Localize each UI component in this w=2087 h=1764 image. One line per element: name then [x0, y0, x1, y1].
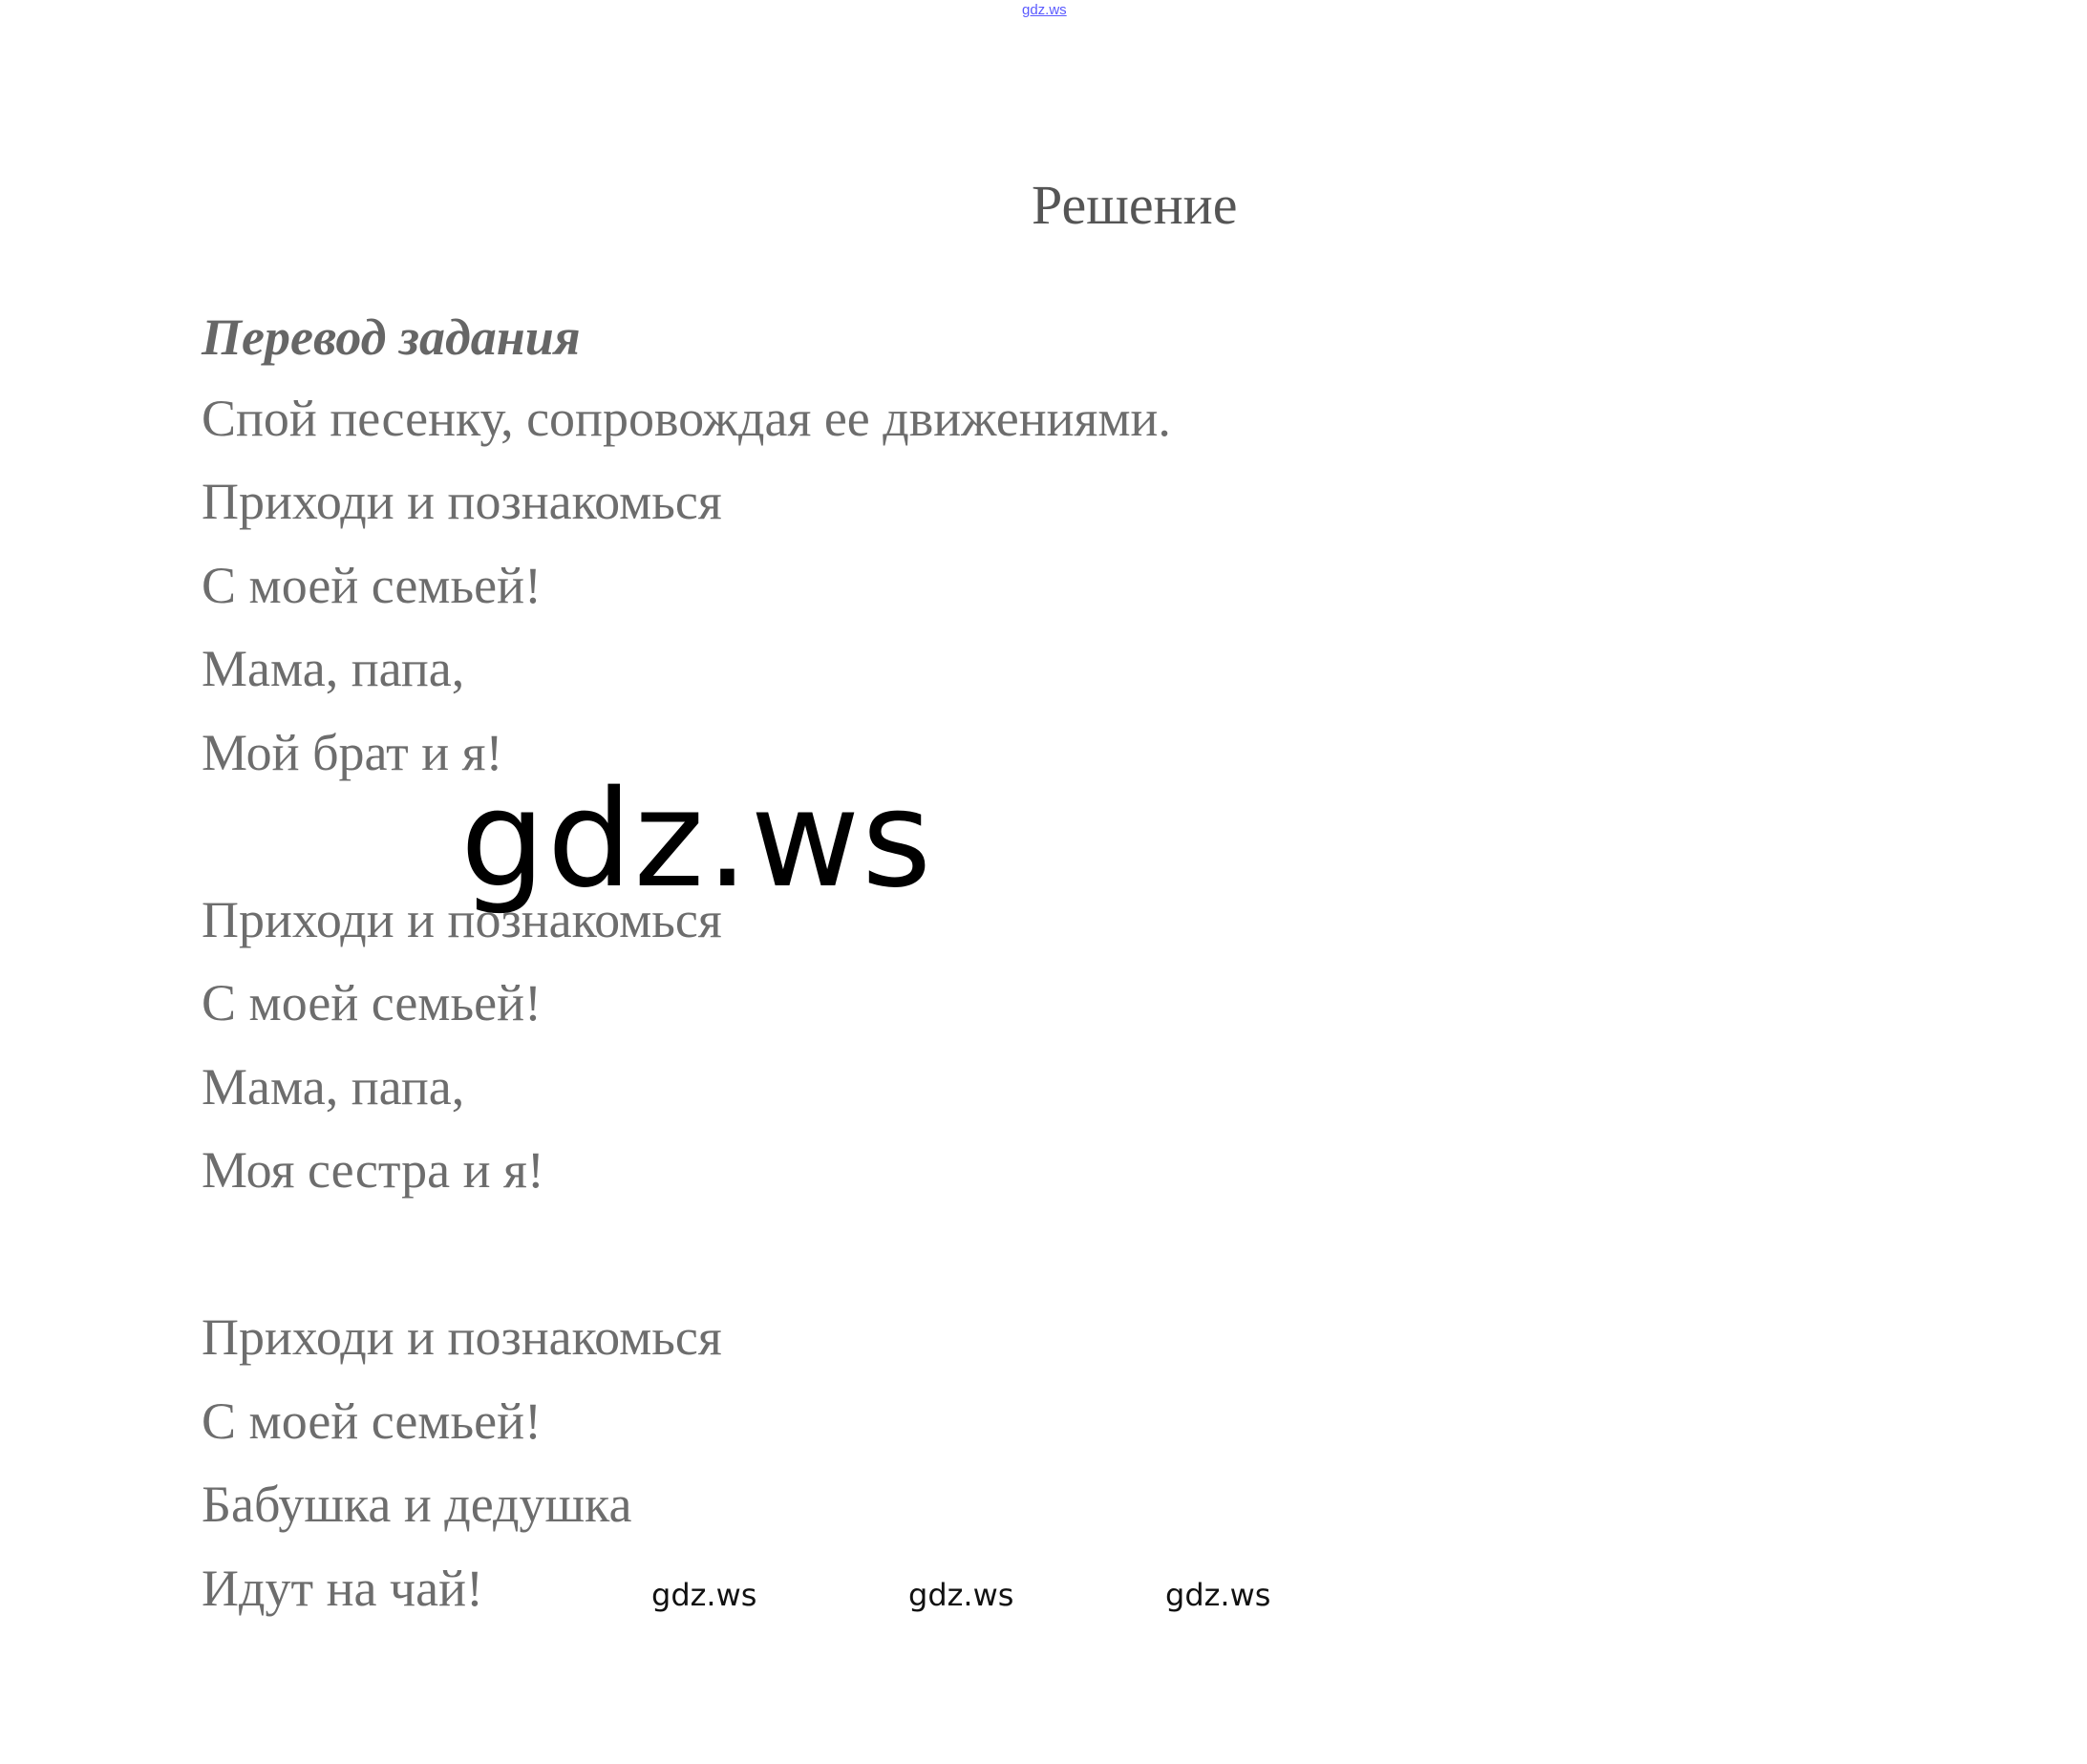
page-title: Решение	[1032, 174, 1238, 236]
verse-3-line-4: Идут на чай!	[202, 1560, 483, 1617]
verse-3-line-3: Бабушка и дедушка	[202, 1476, 632, 1533]
section-heading: Перевод задания	[202, 308, 581, 366]
watermark-small: gdz.ws	[651, 1577, 757, 1613]
instruction-text: Спой песенку, сопровождая ее движениями.	[202, 390, 1171, 447]
verse-3-line-1: Приходи и познакомься	[202, 1308, 722, 1366]
watermark-large: gdz.ws	[460, 762, 934, 918]
verse-3-line-2: С моей семьей!	[202, 1392, 542, 1450]
verse-1-line-2: С моей семьей!	[202, 557, 542, 614]
verse-1-line-3: Мама, папа,	[202, 640, 465, 697]
watermark-small: gdz.ws	[1165, 1577, 1271, 1613]
verse-1-line-1: Приходи и познакомься	[202, 473, 722, 530]
verse-2-line-2: С моей семьей!	[202, 974, 542, 1031]
verse-2-line-1: Приходи и познакомься	[202, 891, 722, 948]
verse-2-line-3: Мама, папа,	[202, 1058, 465, 1116]
verse-2-line-4: Моя сестра и я!	[202, 1141, 544, 1199]
source-link[interactable]: gdz.ws	[1022, 2, 1067, 18]
verse-1-line-4: Мой брат и я!	[202, 724, 503, 781]
watermark-small: gdz.ws	[908, 1577, 1014, 1613]
